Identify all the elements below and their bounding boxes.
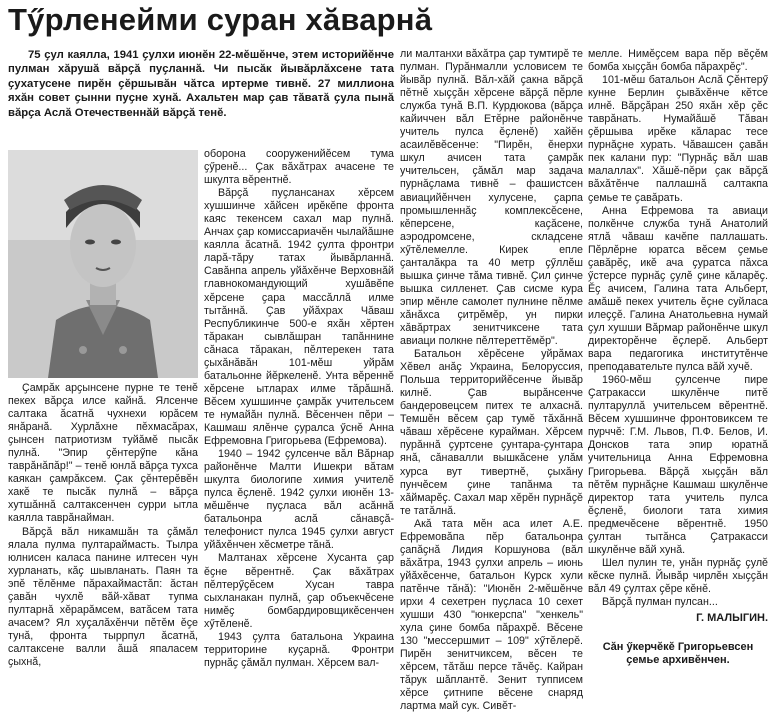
paragraph: ли малтанхи вӑхӑтра ҫар тумтирӗ те пулман. Пурӑнмалли условисем те йывӑр пулнӑ. Вӑл-хӑй ҫакна вӑрҫӑ пӗтнӗ хыҫҫӑн хӗрсене вӑрҫӑ пӗрле служба тунӑ В.П. Курдюкова (вӑрҫа кайиччен вӑл Етӗрне районӗнче учитель пулса ӗҫленӗ) хайӗн асаилӗвӗсенче: "Пирӗн, ӗнерхи шкул ачисен тата ҫамрӑк учительсен, ҫӑмӑл мар задача пурнӑҫлама тивнӗ – фашистсен авиацийӗнчен хулусене, ҫарпа промышленнӑҫ комплексӗсене, кӗперсене, каҫӑсене, аэродромсене, складсене хӳтӗлемелле. Кирек епле ҫанталӑкра та 40 метр ҫӳллӗш вышка ҫинче тӑма тивнӗ. Ҫил ҫинче вышка силленет. Ҫав сисме кура эпир мӗнле самолет пулнине пӗлме хӑнӑхса ҫитрӗмӗр, ун пирки хӑвӑртрах зенитчиксене тата авиаци полкне пӗлтереттӗмӗр". bbox=[400, 48, 583, 348]
article-title: Тӳрленейми суран хӑварнӑ bbox=[8, 2, 433, 37]
portrait-icon bbox=[8, 150, 198, 378]
paragraph: оборона сооруженийӗсем тума ҫӳренӗ... Ҫак вӑхӑтрах ачасене те шкулта вӗрентнӗ. bbox=[204, 148, 394, 187]
paragraph: Вӑрҫӑ пулман пулсан... bbox=[602, 595, 718, 608]
paragraph: Ҫамрӑк арҫынсене пурне те тенӗ пекех вӑрҫа илсе кайнӑ. Ялсенче салтака ӑсатнӑ чухнехи юрӑсем янӑранӑ. Хурлӑхне пӗхмасӑрах, ҫынсен патриотизм туйӑмӗ пысӑк пулнӑ. "Эпир ҫӗнтерӳпе кӑна таврӑнӑпӑр!" – тенӗ юнлӑ вӑрҫа тухса каякан ҫамрӑксем. Ҫак ҫӗнтерӗвӗн хакӗ те пысӑк пулнӑ – вӑрҫа хутшӑннӑ салтаксенчен сурри ытла каялла таврӑнайман. bbox=[8, 382, 198, 525]
column-1 bbox=[8, 382, 198, 682]
photo-credit: Сӑн ӳкерчӗкӗ Григорьевсен ҫемье архивӗнчен. bbox=[602, 641, 754, 666]
paragraph: 1943 ҫулта батальона Украина территорине куҫарнӑ. Фронтри пурнӑҫ ҫӑмӑл пулман. Хӗрсем вал- bbox=[204, 630, 394, 669]
paragraph: Анна Ефремова та авиаци полкӗнче служба тунӑ Анатолий ятлӑ чӑваш качӗпе паллашать. Пӗрлӗрне юратса вӗсем ҫемье ҫавӑрӗҫ, икӗ ача ҫуратса пӑхса ӳстерсе пурнӑҫ ҫулӗ ҫине кӑларӗҫ. Ӗҫ ачисем, Галина тата Альберт, амӑшӗ пекех учитель ӗҫне суйласа илеҫҫӗ. Галина Анатольевна нумай ҫул хушши Вӑрмар районӗнче шкул директорӗнче ӗҫлерӗ. Альберт вара педагогика институтӗнче преподавательте пулса вӑй хучӗ. bbox=[588, 204, 768, 374]
column-4 bbox=[588, 48, 768, 608]
paragraph: Шел пулин те, унӑн пурнӑҫ ҫулӗ кӗске пулнӑ. Йывӑр чирлӗн хыҫҫӑн вӑл 49 ҫултах ҫӗре кӗнӗ. bbox=[588, 556, 768, 595]
author-signature: Г. МАЛЫГИН. bbox=[696, 612, 768, 624]
paragraph: Вӑрҫӑ пуҫлансанах хӗрсем хушшинче хӑйсен ирӗкӗпе фронта каяс текенсем сахал мар пулнӑ. Анчах ҫар комиссариачӗн чылайӑшне каялла ӑсатнӑ. 1942 ҫулта фронтри ларӑ-тӑру татах йывӑрланнӑ. Савӑнпа апрель уйӑхӗнче Верховнӑй главнокомандующий хушӑвӗпе хӗрсене ҫара массӑллӑ илме тытӑннӑ. Ҫав уйӑхрах Чӑваш Республикинче 500-е яхӑн хӗртен тӑракан сывлӑшран тапӑннине сӑнаса тӑракан, пӗлтерекен тата ҫыхӑнӑвӑн 101-мӗш уйрӑм батальонне йӗркеленӗ. Унта вӗреннӗ хӗрсене ытларах илме тӑрӑшнӑ. Вӗсем хушшинче ҫамрӑк учительсем те нумайӑн пулнӑ. Вӗсенчен пӗри – Кашмаш ялӗнче ҫуралса ӳснӗ Анна Ефремовна Григорьева (Ефремова). bbox=[204, 187, 394, 448]
paragraph: Вӑрҫӑ вӑл никамшӑн та ҫӑмӑл ялала пулма пултараймасть. Тылра юлнисен каласа панине илтесен чун хурланать, кӑҫ шывланать. Паян та эпӗ тӗлӗнме пӑрахаймастӑп: ӑстан ҫавӑн чухлӗ вӑй-хӑват тупма пултарнӑ хӗрарӑмсем, ватӑсем тата ачасем? Ял хуҫалӑхӗнчи пӗтӗм ӗҫе тунӑ, фронта тыррпул ӑсатнӑ, салтаксене валли ӑшӑ япаласем ҫыхнӑ, bbox=[8, 525, 198, 668]
paragraph: 1940 – 1942 ҫулсенче вӑл Вӑрнар районӗнче Малти Ишекри вӑтам шкулта биологипе химия учителӗ пулса ӗҫленӗ. 1942 ҫулхи июнӗн 13-мӗшӗнче пуҫласа вӑл асӑннӑ батальонра аслӑ сӑнавҫӑ-телефонист пулса 1945 ҫулхи август уйӑхӗнчен хӗсметре тӑнӑ. bbox=[204, 448, 394, 552]
paragraph: Батальон хӗрӗсене уйрӑмах Хӗвел анӑҫ Украина, Белоруссия, Польша территорийӗсенче йывӑр килнӗ. Ҫав вырӑнсенче бандеровецсем питех те алхаснӑ. Темшӗн вӗсем ҫар тумӗ тӑхӑннӑ чӑваш хӗрӗсене курайман. Хӗрсем пурӑннӑ ҫуртсене ҫунтара-ҫунтара янӑ, сӑнавалли вышкӑсене улӑм хурса вут тивертнӗ, ҫыхӑну пунчӗсем ҫине тапӑнма та хӑймарӗҫ. Сахал мар хӗрӗн пурнӑҫӗ те татӑлнӑ. bbox=[400, 348, 583, 517]
paragraph: Акӑ тата мӗн аса илет А.Е. Ефремовӑпа пӗр батальонра ҫапӑҫнӑ Лидия Коршунова (вӑл вӑхӑтра, 1943 ҫулхи апрель – июнь уйӑхӗсенче, батальон Курск хули патӗнче тӑнӑ): "Июнӗн 2-мӗшӗнче ирхи 4 сехетрен пуҫласа 10 сехет хушши 430 "юнкерспа" "хенкель" хула ҫине бомба пӑрахрӗ. Вӗсене 130 "мессершмит – 109" хӳтӗлерӗ. Пирӗн зенитчиксем, вӗсен те хӗрсем, тӑтӑш персе тӑчӗҫ. Кайран тӑрук шӑплантӗ. Зенит тупписем хӗрсе ҫитнипе вӗсене снаряд лартма май сук. Сивӗт- bbox=[400, 517, 583, 713]
paragraph: 1960-мӗш ҫулсенче пире Ҫатракасси шкулӗнче питӗ пултаруллӑ учительсем вӗрентнӗ. Вӗсем хушшинче фронтовиксем те пурччӗ: Г.М. Львов, П.Ф. Белов, И. Донсков тата эпир юратнӑ учительница Анна Ефремовна Григорьева. Вӑрҫӑ хыҫҫӑн вӑл пӗтӗм пурнӑҫне Кашмаш шкулӗнче директор тата учитель пулса ӗҫленӗ, биологи тата химия предмечӗсене вӗрентнӗ. 1950 ҫултан тытӑнса Ҫатракасси шкулӗнче вӑй хунӑ. bbox=[588, 374, 768, 556]
paragraph: мелле. Нимӗҫсем вара пӗр вӗҫӗм бомба хыҫҫӑн бомба пӑрахрӗҫ". bbox=[588, 48, 768, 74]
article-lead: 75 ҫул каялла, 1941 ҫулхи июнӗн 22-мӗшӗнче, этем историйӗнче пулман хӑрушӑ вӑрҫӑ пуҫланнӑ. Чи пысӑк йывӑрлӑхсене тата ҫухатусене пирӗн ҫӗршывӑн чӑтса иртерме тивнӗ. 27 миллиона яхӑн совет ҫынни пуҫне хунӑ. Ахальтен мар ҫав тӑватӑ ҫула пынӑ вӑрҫа Аслӑ Отечественнӑй вӑрҫӑ тенӗ. bbox=[8, 49, 394, 119]
paragraph: Малтанах хӗрсене Хусанта ҫар ӗҫне вӗрентнӗ. Ҫак вӑхӑтрах пӗлтерӳҫӗсем Хусан тавра сыхланакан пулнӑ, ҫар объекчӗсене нимӗҫ бомбардировщикӗсенчен хӳтӗленӗ. bbox=[204, 552, 394, 630]
paragraph: 101-мӗш батальон Аслӑ Ҫӗнтерӳ кунне Берлин ҫывӑхӗнче кӗтсе илнӗ. Вӑрҫӑран 250 яхӑн хӗр ҫӗс таврӑнать. Нумайӑшӗ Тӑван ҫӗршыва ирӗке кӑларас тесе пурнӑҫне хурать. Чӑвашсен ҫавӑн пек калани пур: "Пурнӑҫ вӑл шав малаллах". Хӑшӗ-пӗри ҫак вӑрҫӑ вӑхӑтӗнче паллашнӑ салтакпа ҫемье те ҫавӑрать. bbox=[588, 74, 768, 204]
column-3 bbox=[400, 48, 583, 713]
column-2 bbox=[204, 148, 394, 682]
portrait-photo bbox=[8, 150, 198, 378]
